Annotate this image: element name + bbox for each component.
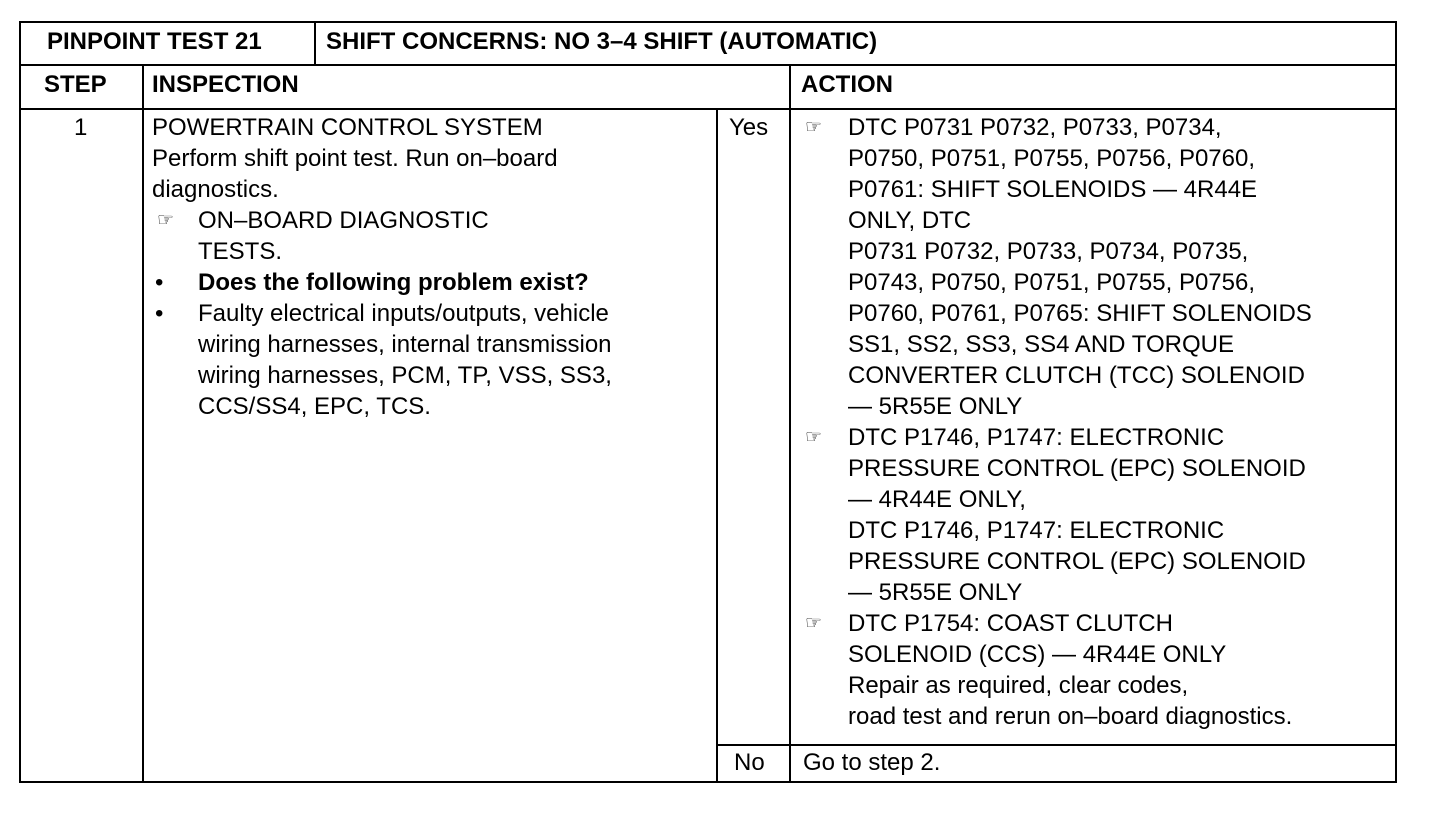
action-ref-line: P0731 P0732, P0733, P0734, P0735,: [848, 238, 1249, 265]
action-ref-line: P0750, P0751, P0755, P0756, P0760,: [848, 145, 1256, 172]
yes-label: Yes: [729, 114, 769, 141]
action-ref-line: DTC P1746, P1747: ELECTRONIC: [848, 517, 1225, 544]
action-ref-line: — 5R55E ONLY: [848, 579, 1023, 606]
column-header-divider: [19, 108, 1397, 110]
action-ref-line: DTC P1754: COAST CLUTCH: [848, 610, 1173, 637]
bullet-icon: •: [155, 300, 164, 327]
action-ref-line: — 5R55E ONLY: [848, 393, 1023, 420]
inspection-title: POWERTRAIN CONTROL SYSTEM: [152, 114, 543, 141]
action-ref-line: P0761: SHIFT SOLENOIDS — 4R44E: [848, 176, 1258, 203]
header-divider: [19, 64, 1397, 66]
pinpoint-test-label: PINPOINT TEST 21: [47, 28, 262, 55]
action-column-divider: [789, 64, 791, 783]
header-title-divider: [314, 21, 316, 65]
repair-instruction: Repair as required, clear codes,: [848, 672, 1189, 699]
inspection-line: diagnostics.: [152, 176, 279, 203]
inspection-question: Does the following problem exist?: [198, 269, 589, 296]
action-ref-line: — 4R44E ONLY,: [848, 486, 1026, 513]
action-ref-line: P0760, P0761, P0765: SHIFT SOLENOIDS: [848, 300, 1312, 327]
step-column-divider: [142, 64, 144, 783]
pointing-hand-icon: ☞: [157, 210, 175, 231]
action-column-header: ACTION: [801, 71, 893, 98]
pointing-hand-icon: ☞: [805, 117, 823, 138]
fault-line: wiring harnesses, internal transmission: [198, 331, 612, 358]
fault-line: wiring harnesses, PCM, TP, VSS, SS3,: [198, 362, 612, 389]
step-number: 1: [74, 114, 88, 141]
pointing-hand-icon: ☞: [805, 613, 823, 634]
pointing-hand-icon: ☞: [805, 427, 823, 448]
step-column-header: STEP: [44, 71, 107, 98]
action-ref-line: DTC P1746, P1747: ELECTRONIC: [848, 424, 1225, 451]
yes-no-divider: [716, 744, 1397, 746]
no-action: Go to step 2.: [803, 749, 941, 776]
action-ref-line: CONVERTER CLUTCH (TCC) SOLENOID: [848, 362, 1305, 389]
onboard-test-reference: ON–BOARD DIAGNOSTIC: [198, 207, 489, 234]
no-label: No: [734, 749, 765, 776]
action-ref-line: PRESSURE CONTROL (EPC) SOLENOID: [848, 455, 1306, 482]
action-ref-line: ONLY, DTC: [848, 207, 972, 234]
action-ref-line: PRESSURE CONTROL (EPC) SOLENOID: [848, 548, 1306, 575]
action-ref-line: P0743, P0750, P0751, P0755, P0756,: [848, 269, 1256, 296]
onboard-test-reference: TESTS.: [198, 238, 283, 265]
inspection-line: Perform shift point test. Run on–board: [152, 145, 558, 172]
bullet-icon: •: [155, 269, 164, 296]
inspection-column-header: INSPECTION: [152, 71, 299, 98]
yes-no-column-divider: [716, 108, 718, 783]
action-ref-line: DTC P0731 P0732, P0733, P0734,: [848, 114, 1222, 141]
fault-line: Faulty electrical inputs/outputs, vehicle: [198, 300, 609, 327]
action-ref-line: SS1, SS2, SS3, SS4 AND TORQUE: [848, 331, 1234, 358]
fault-line: CCS/SS4, EPC, TCS.: [198, 393, 431, 420]
action-ref-line: SOLENOID (CCS) — 4R44E ONLY: [848, 641, 1227, 668]
repair-instruction: road test and rerun on–board diagnostics.: [848, 703, 1293, 730]
test-title: SHIFT CONCERNS: NO 3–4 SHIFT (AUTOMATIC): [326, 28, 878, 55]
